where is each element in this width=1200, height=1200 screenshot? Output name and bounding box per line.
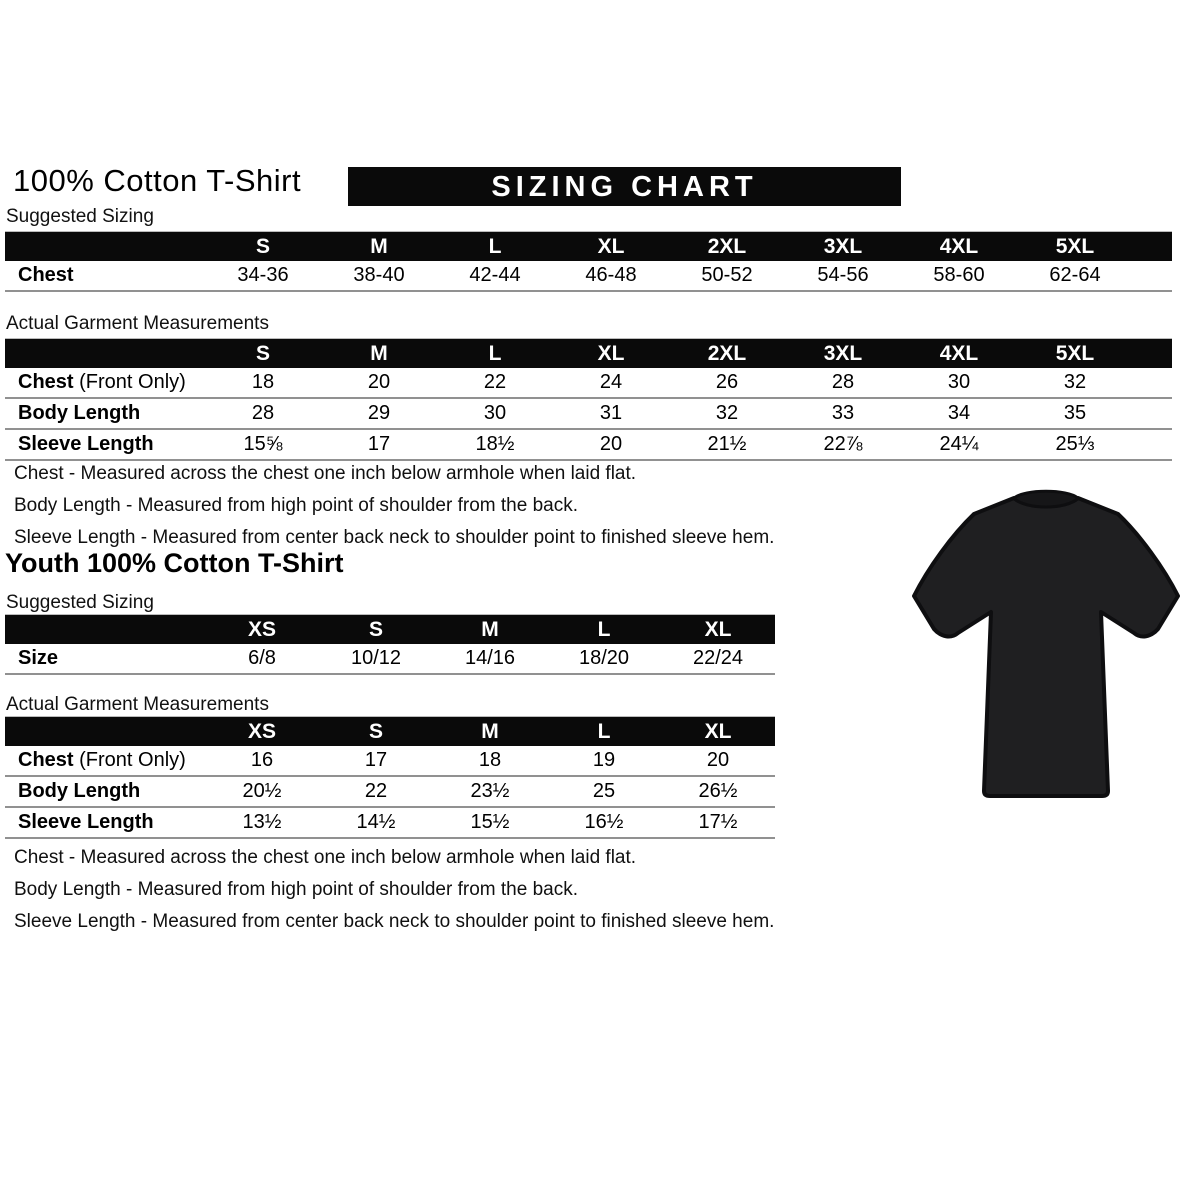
- measurement-cell: 16: [205, 746, 319, 776]
- size-column-header: 2XL: [669, 339, 785, 369]
- note-sleeve-length: Sleeve Length - Measured from center back neck to shoulder point to finished sleeve hem.: [14, 527, 775, 548]
- adult-suggested-sizing-table: [5, 231, 1172, 292]
- row-label: [5, 746, 205, 776]
- measurement-cell: 34: [901, 398, 1017, 429]
- measurement-cell: 34-36: [205, 261, 321, 291]
- measurement-cell: 20: [661, 746, 775, 776]
- size-column-header: S: [205, 339, 321, 369]
- measurement-cell: 33: [785, 398, 901, 429]
- size-column-header: 4XL: [901, 339, 1017, 369]
- size-column-header: L: [547, 717, 661, 747]
- measurement-cell: 22: [437, 368, 553, 398]
- size-column-header: XS: [205, 615, 319, 645]
- row-label-suffix: (Front Only): [73, 749, 186, 771]
- size-column-header: S: [205, 232, 321, 262]
- measurement-cell: 15½: [433, 807, 547, 838]
- size-column-header: XL: [553, 232, 669, 262]
- youth-actual-measurements-label: Actual Garment Measurements: [6, 694, 269, 715]
- size-column-header: M: [433, 717, 547, 747]
- row-label: [5, 368, 205, 398]
- note-sleeve-length: Sleeve Length - Measured from center back neck to shoulder point to finished sleeve hem.: [14, 911, 775, 932]
- note-chest: Chest - Measured across the chest one inch below armhole when laid flat.: [14, 463, 637, 484]
- size-column-header: 3XL: [785, 232, 901, 262]
- youth-suggested-sizing-table: [5, 614, 775, 675]
- size-column-header: M: [321, 339, 437, 369]
- measurement-cell: 6/8: [205, 644, 319, 674]
- empty-cell: [1133, 429, 1172, 460]
- size-column-header: 5XL: [1017, 339, 1133, 369]
- measurement-cell: 15⅝: [205, 429, 321, 460]
- row-label: Chest: [5, 261, 205, 291]
- measurement-cell: 18½: [437, 429, 553, 460]
- size-column-header: M: [321, 232, 437, 262]
- empty-cell: [1133, 261, 1172, 291]
- table-row: [5, 261, 1172, 291]
- size-column-header: L: [547, 615, 661, 645]
- size-header-row: [5, 717, 775, 747]
- note-chest: Chest - Measured across the chest one inch below armhole when laid flat.: [14, 847, 637, 868]
- row-label: Body Length: [5, 398, 205, 429]
- adult-actual-measurements-table: [5, 338, 1172, 461]
- youth-measurement-notes: [14, 842, 774, 938]
- measurement-cell: 30: [437, 398, 553, 429]
- measurement-cell: 25⅓: [1017, 429, 1133, 460]
- measurement-cell: 42-44: [437, 261, 553, 291]
- youth-suggested-sizing-label: Suggested Sizing: [6, 592, 154, 613]
- size-column-header: XS: [205, 717, 319, 747]
- table-row: [5, 776, 775, 807]
- table-row: [5, 807, 775, 838]
- measurement-cell: 14/16: [433, 644, 547, 674]
- measurement-cell: 14½: [319, 807, 433, 838]
- size-header-row: [5, 615, 775, 645]
- measurement-cell: 26: [669, 368, 785, 398]
- row-label: Body Length: [5, 776, 205, 807]
- empty-cell: [1133, 368, 1172, 398]
- size-column-header: L: [437, 339, 553, 369]
- table-row: [5, 644, 775, 674]
- measurement-cell: 26½: [661, 776, 775, 807]
- table-row: [5, 429, 1172, 460]
- measurement-cell: 21½: [669, 429, 785, 460]
- measurement-cell: 30: [901, 368, 1017, 398]
- row-label-text: Chest: [18, 749, 74, 771]
- measurement-cell: 20: [553, 429, 669, 460]
- measurement-cell: 24¼: [901, 429, 1017, 460]
- size-column-header: S: [319, 717, 433, 747]
- measurement-cell: 28: [205, 398, 321, 429]
- note-body-length: Body Length - Measured from high point of shoulder from the back.: [14, 879, 578, 900]
- size-column-header: 3XL: [785, 339, 901, 369]
- measurement-cell: 31: [553, 398, 669, 429]
- measurement-cell: 22⅞: [785, 429, 901, 460]
- adult-actual-measurements-label: Actual Garment Measurements: [6, 313, 269, 334]
- measurement-cell: 32: [669, 398, 785, 429]
- measurement-cell: 19: [547, 746, 661, 776]
- row-label: Sleeve Length: [5, 429, 205, 460]
- measurement-cell: 23½: [433, 776, 547, 807]
- size-header-row: [5, 339, 1172, 369]
- adult-measurement-notes: [14, 458, 774, 554]
- table-row: [5, 746, 775, 776]
- measurement-cell: 18: [205, 368, 321, 398]
- measurement-cell: 46-48: [553, 261, 669, 291]
- size-column-header: L: [437, 232, 553, 262]
- measurement-cell: 20: [321, 368, 437, 398]
- note-body-length: Body Length - Measured from high point of shoulder from the back.: [14, 495, 578, 516]
- measurement-cell: 35: [1017, 398, 1133, 429]
- measurement-cell: 38-40: [321, 261, 437, 291]
- size-header-row: [5, 232, 1172, 262]
- empty-cell: [1133, 398, 1172, 429]
- measurement-cell: 17: [319, 746, 433, 776]
- measurement-cell: 18/20: [547, 644, 661, 674]
- measurement-cell: 32: [1017, 368, 1133, 398]
- measurement-cell: 17½: [661, 807, 775, 838]
- empty-header-cell: [5, 339, 205, 369]
- measurement-cell: 25: [547, 776, 661, 807]
- size-column-header: XL: [661, 615, 775, 645]
- measurement-cell: 24: [553, 368, 669, 398]
- empty-header-cell: [5, 615, 205, 645]
- size-column-header: M: [433, 615, 547, 645]
- measurement-cell: 17: [321, 429, 437, 460]
- measurement-cell: 16½: [547, 807, 661, 838]
- measurement-cell: 13½: [205, 807, 319, 838]
- adult-suggested-sizing-label: Suggested Sizing: [6, 206, 154, 227]
- tshirt-image: [898, 478, 1194, 804]
- row-label: Sleeve Length: [5, 807, 205, 838]
- table-row: [5, 368, 1172, 398]
- measurement-cell: 10/12: [319, 644, 433, 674]
- youth-section-title: Youth 100% Cotton T-Shirt: [5, 548, 344, 578]
- row-label: Size: [5, 644, 205, 674]
- page-title: 100% Cotton T-Shirt: [13, 163, 302, 198]
- measurement-cell: 29: [321, 398, 437, 429]
- row-label-suffix: (Front Only): [73, 371, 186, 393]
- measurement-cell: 54-56: [785, 261, 901, 291]
- size-column-header: S: [319, 615, 433, 645]
- measurement-cell: 58-60: [901, 261, 1017, 291]
- size-column-header: 2XL: [669, 232, 785, 262]
- table-row: [5, 398, 1172, 429]
- empty-header-cell: [5, 717, 205, 747]
- measurement-cell: 28: [785, 368, 901, 398]
- empty-header-cell: [5, 232, 205, 262]
- empty-header-cell: [1133, 339, 1172, 369]
- black-tshirt-graphic: [898, 478, 1194, 804]
- measurement-cell: 50-52: [669, 261, 785, 291]
- size-column-header: 4XL: [901, 232, 1017, 262]
- row-label-text: Chest: [18, 371, 74, 393]
- size-column-header: 5XL: [1017, 232, 1133, 262]
- sizing-chart-banner: SIZING CHART: [348, 167, 901, 206]
- empty-header-cell: [1133, 232, 1172, 262]
- youth-actual-measurements-table: [5, 716, 775, 839]
- measurement-cell: 20½: [205, 776, 319, 807]
- measurement-cell: 22/24: [661, 644, 775, 674]
- measurement-cell: 62-64: [1017, 261, 1133, 291]
- measurement-cell: 18: [433, 746, 547, 776]
- size-column-header: XL: [661, 717, 775, 747]
- size-column-header: XL: [553, 339, 669, 369]
- measurement-cell: 22: [319, 776, 433, 807]
